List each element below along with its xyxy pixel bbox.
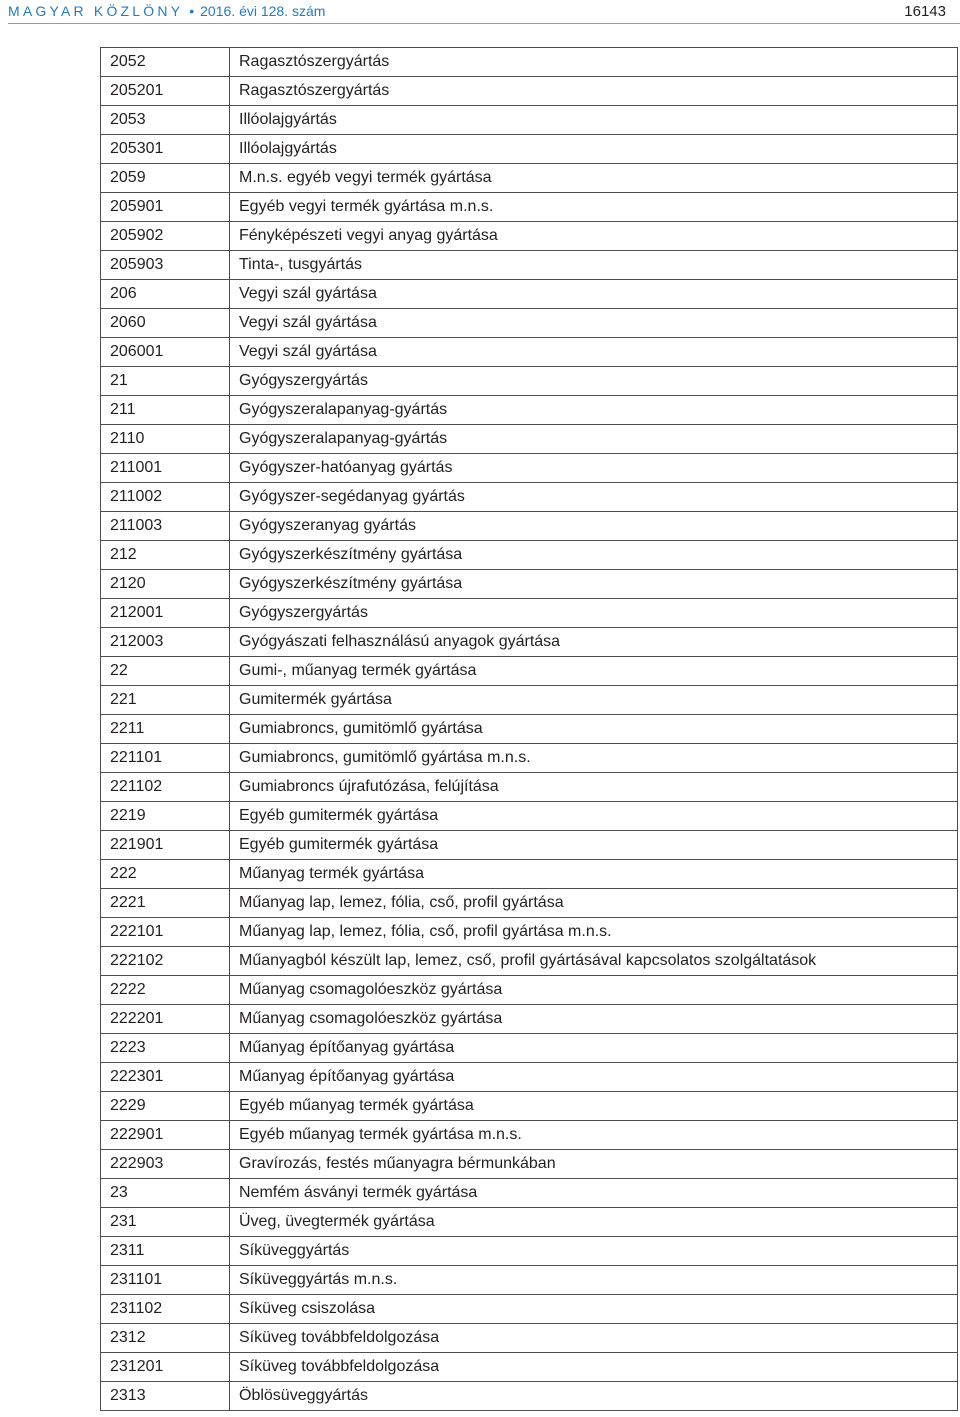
table-row xyxy=(101,425,958,454)
activity-code: 212 xyxy=(101,541,230,570)
running-head xyxy=(8,3,325,19)
activity-name: Egyéb gumitermék gyártása xyxy=(230,831,958,860)
table-row xyxy=(101,367,958,396)
table-row xyxy=(101,251,958,280)
header-rule xyxy=(8,23,960,24)
activity-name: Műanyag termék gyártása xyxy=(230,860,958,889)
table-row xyxy=(101,135,958,164)
table-row xyxy=(101,1034,958,1063)
activity-code: 221901 xyxy=(101,831,230,860)
table-row xyxy=(101,1353,958,1382)
activity-name: Egyéb vegyi termék gyártása m.n.s. xyxy=(230,193,958,222)
table-row xyxy=(101,309,958,338)
activity-code: 222901 xyxy=(101,1121,230,1150)
table-row xyxy=(101,831,958,860)
activity-code: 211001 xyxy=(101,454,230,483)
activity-name: M.n.s. egyéb vegyi termék gyártása xyxy=(230,164,958,193)
activity-name: Öblösüveggyártás xyxy=(230,1382,958,1411)
table-body xyxy=(101,48,958,1411)
activity-code: 2060 xyxy=(101,309,230,338)
activity-name: Síküveggyártás xyxy=(230,1237,958,1266)
table-row xyxy=(101,77,958,106)
page-number: 16143 xyxy=(904,3,946,20)
table-row xyxy=(101,48,958,77)
activity-code: 2223 xyxy=(101,1034,230,1063)
activity-code: 222301 xyxy=(101,1063,230,1092)
activity-name: Illóolajgyártás xyxy=(230,106,958,135)
activity-code: 2211 xyxy=(101,715,230,744)
activity-name: Műanyag lap, lemez, fólia, cső, profil gyártása xyxy=(230,889,958,918)
activity-name: Ragasztószergyártás xyxy=(230,77,958,106)
activity-code: 212003 xyxy=(101,628,230,657)
activity-code: 221 xyxy=(101,686,230,715)
activity-code: 23 xyxy=(101,1179,230,1208)
activity-code: 205903 xyxy=(101,251,230,280)
table-row xyxy=(101,1150,958,1179)
activity-name: Egyéb gumitermék gyártása xyxy=(230,802,958,831)
activity-code: 211 xyxy=(101,396,230,425)
activity-code: 231 xyxy=(101,1208,230,1237)
activity-name: Síküveggyártás m.n.s. xyxy=(230,1266,958,1295)
table-row xyxy=(101,715,958,744)
activity-name: Gyógyszergyártás xyxy=(230,599,958,628)
table-row xyxy=(101,628,958,657)
activity-name: Síküveg csiszolása xyxy=(230,1295,958,1324)
activity-code: 2052 xyxy=(101,48,230,77)
activity-code: 2221 xyxy=(101,889,230,918)
activity-name: Gyógyszeralapanyag-gyártás xyxy=(230,396,958,425)
publication-title: MAGYAR KÖZLÖNY xyxy=(8,3,184,19)
table-row xyxy=(101,164,958,193)
activity-code: 2313 xyxy=(101,1382,230,1411)
activity-name: Műanyagból készült lap, lemez, cső, profil gyártásával kapcsolatos szolgáltatások xyxy=(230,947,958,976)
activity-name: Gyógyszergyártás xyxy=(230,367,958,396)
table-row xyxy=(101,570,958,599)
activity-code-table xyxy=(100,47,958,1411)
activity-code: 211003 xyxy=(101,512,230,541)
activity-name: Gyógyszeralapanyag-gyártás xyxy=(230,425,958,454)
activity-name: Illóolajgyártás xyxy=(230,135,958,164)
activity-name: Síküveg továbbfeldolgozása xyxy=(230,1324,958,1353)
table-row xyxy=(101,512,958,541)
activity-name: Gyógyszerkészítmény gyártása xyxy=(230,541,958,570)
table-row xyxy=(101,1208,958,1237)
table-row xyxy=(101,918,958,947)
activity-name: Gyógyászati felhasználású anyagok gyártása xyxy=(230,628,958,657)
activity-code: 2053 xyxy=(101,106,230,135)
activity-name: Műanyag csomagolóeszköz gyártása xyxy=(230,976,958,1005)
activity-code: 206001 xyxy=(101,338,230,367)
activity-code: 222101 xyxy=(101,918,230,947)
activity-name: Gyógyszeranyag gyártás xyxy=(230,512,958,541)
activity-name: Ragasztószergyártás xyxy=(230,48,958,77)
activity-code: 222102 xyxy=(101,947,230,976)
activity-name: Egyéb műanyag termék gyártása xyxy=(230,1092,958,1121)
activity-code: 205201 xyxy=(101,77,230,106)
activity-name: Üveg, üvegtermék gyártása xyxy=(230,1208,958,1237)
activity-name: Műanyag építőanyag gyártása xyxy=(230,1034,958,1063)
table-row xyxy=(101,802,958,831)
activity-name: Síküveg továbbfeldolgozása xyxy=(230,1353,958,1382)
activity-code: 21 xyxy=(101,367,230,396)
activity-name: Gumiabroncs, gumitömlő gyártása m.n.s. xyxy=(230,744,958,773)
issue-label: 2016. évi 128. szám xyxy=(200,3,326,19)
table-row xyxy=(101,860,958,889)
activity-code: 231101 xyxy=(101,1266,230,1295)
table-row xyxy=(101,1382,958,1411)
activity-name: Gumi-, műanyag termék gyártása xyxy=(230,657,958,686)
activity-code: 2222 xyxy=(101,976,230,1005)
table-row xyxy=(101,599,958,628)
activity-name: Gyógyszer-segédanyag gyártás xyxy=(230,483,958,512)
table-row xyxy=(101,1237,958,1266)
activity-name: Gravírozás, festés műanyagra bérmunkában xyxy=(230,1150,958,1179)
separator-dot: • xyxy=(189,3,195,19)
table-row xyxy=(101,454,958,483)
table-row xyxy=(101,106,958,135)
table-row xyxy=(101,396,958,425)
table-row xyxy=(101,1324,958,1353)
table-row xyxy=(101,193,958,222)
activity-code: 2219 xyxy=(101,802,230,831)
activity-code: 222 xyxy=(101,860,230,889)
activity-code: 221101 xyxy=(101,744,230,773)
table-row xyxy=(101,889,958,918)
table-row xyxy=(101,1005,958,1034)
activity-code: 211002 xyxy=(101,483,230,512)
table-row xyxy=(101,483,958,512)
activity-name: Gyógyszer-hatóanyag gyártás xyxy=(230,454,958,483)
activity-code: 231102 xyxy=(101,1295,230,1324)
table-row xyxy=(101,1179,958,1208)
table-row xyxy=(101,686,958,715)
activity-name: Gyógyszerkészítmény gyártása xyxy=(230,570,958,599)
activity-code: 2059 xyxy=(101,164,230,193)
activity-code: 205902 xyxy=(101,222,230,251)
activity-name: Nemfém ásványi termék gyártása xyxy=(230,1179,958,1208)
activity-code: 222201 xyxy=(101,1005,230,1034)
activity-name: Műanyag építőanyag gyártása xyxy=(230,1063,958,1092)
activity-name: Műanyag lap, lemez, fólia, cső, profil gyártása m.n.s. xyxy=(230,918,958,947)
activity-code: 2312 xyxy=(101,1324,230,1353)
activity-name: Műanyag csomagolóeszköz gyártása xyxy=(230,1005,958,1034)
activity-name: Tinta-, tusgyártás xyxy=(230,251,958,280)
activity-name: Vegyi szál gyártása xyxy=(230,309,958,338)
activity-name: Gumiabroncs újrafutózása, felújítása xyxy=(230,773,958,802)
activity-code: 205901 xyxy=(101,193,230,222)
activity-code: 221102 xyxy=(101,773,230,802)
table-row xyxy=(101,222,958,251)
table-row xyxy=(101,773,958,802)
table-row xyxy=(101,744,958,773)
activity-code: 2120 xyxy=(101,570,230,599)
activity-code: 205301 xyxy=(101,135,230,164)
page-header xyxy=(8,3,946,25)
activity-code: 2229 xyxy=(101,1092,230,1121)
activity-name: Vegyi szál gyártása xyxy=(230,280,958,309)
activity-code: 212001 xyxy=(101,599,230,628)
activity-code: 2110 xyxy=(101,425,230,454)
activity-name: Vegyi szál gyártása xyxy=(230,338,958,367)
activity-code: 231201 xyxy=(101,1353,230,1382)
activity-name: Egyéb műanyag termék gyártása m.n.s. xyxy=(230,1121,958,1150)
table-row xyxy=(101,976,958,1005)
activity-code: 206 xyxy=(101,280,230,309)
table-row xyxy=(101,338,958,367)
table-row xyxy=(101,1266,958,1295)
activity-code: 222903 xyxy=(101,1150,230,1179)
table-row xyxy=(101,541,958,570)
table-row xyxy=(101,1295,958,1324)
table-row xyxy=(101,1121,958,1150)
table-row xyxy=(101,280,958,309)
activity-name: Gumiabroncs, gumitömlő gyártása xyxy=(230,715,958,744)
activity-code: 22 xyxy=(101,657,230,686)
table-row xyxy=(101,1063,958,1092)
activity-name: Fényképészeti vegyi anyag gyártása xyxy=(230,222,958,251)
table-row xyxy=(101,947,958,976)
table-row xyxy=(101,657,958,686)
activity-code: 2311 xyxy=(101,1237,230,1266)
activity-name: Gumitermék gyártása xyxy=(230,686,958,715)
table-row xyxy=(101,1092,958,1121)
